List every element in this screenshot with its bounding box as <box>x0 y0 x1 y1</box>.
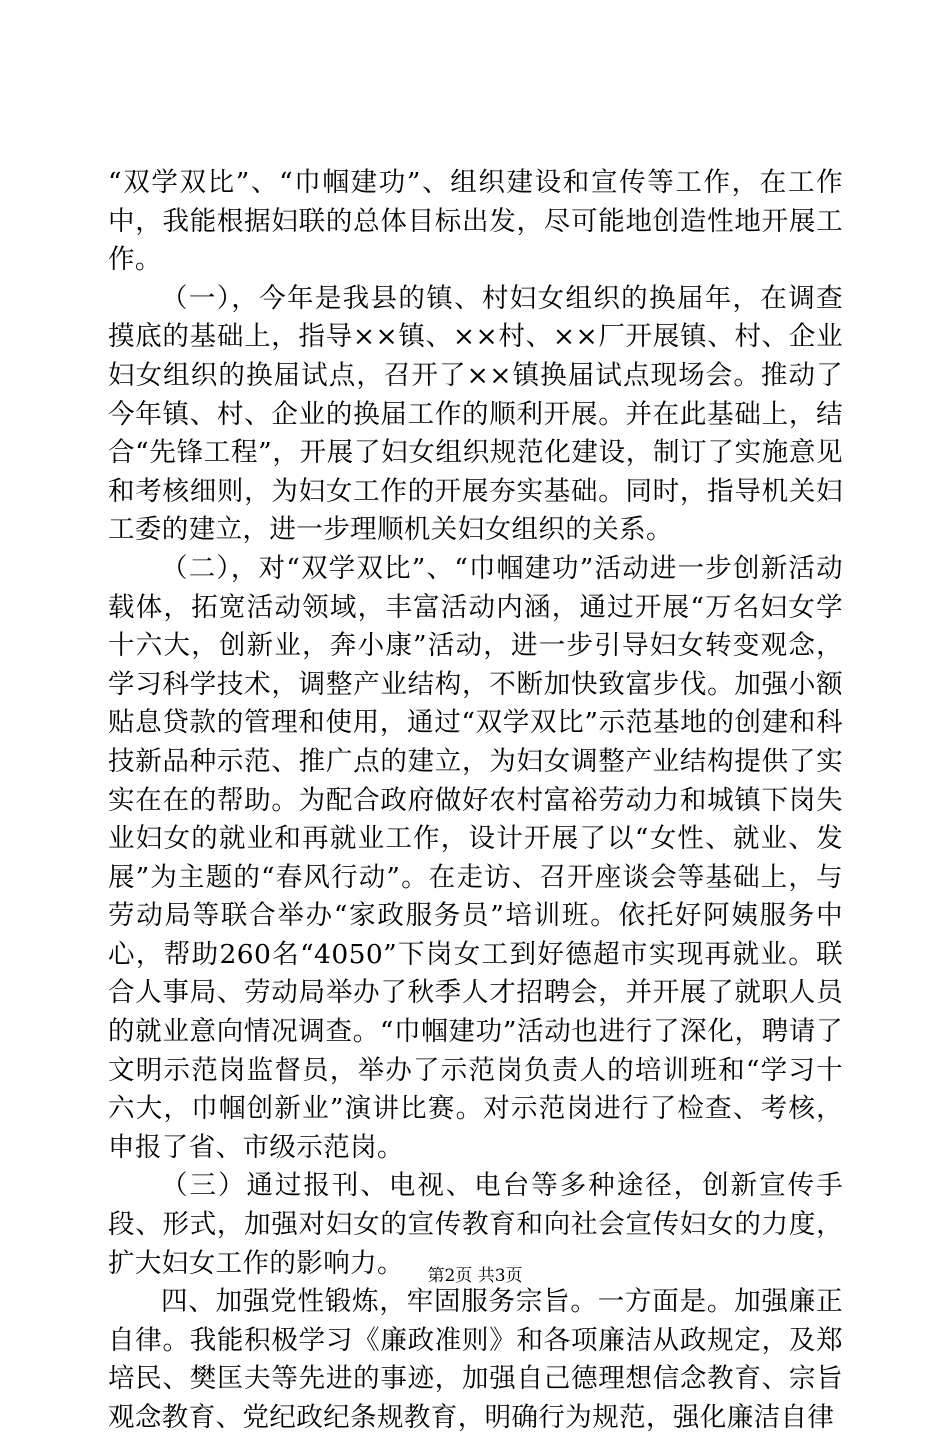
paragraph-4: （三）通过报刊、电视、电台等多种途径，创新宣传手段、形式，加强对妇女的宣传教育和向社会宣传妇女的力度，扩大妇女工作的影响力。 <box>108 1170 843 1279</box>
paragraph-1: “双学双比”、“巾帼建功”、组织建设和宣传等工作，在工作中，我能根据妇联的总体目标出发，尽可能地创造性地开展工作。 <box>108 167 843 276</box>
page-number-footer: 第2页 共3页 <box>427 1266 523 1286</box>
document-body <box>108 164 843 1438</box>
paragraph-3: （二），对“双学双比”、“巾帼建功”活动进一步创新活动载体，拓宽活动领域，丰富活动内涵，通过开展“万名妇女学十六大，创新业，奔小康”活动，进一步引导妇女转变观念，学习科学技术，调整产业结构，不断加快致富步伐。加强小额贴息贷款的管理和使用，通过“双学双比”示范基地的创建和科技新品种示范、推广点的建立，为妇女调整产业结构提供了实实在在的帮助。为配合政府做好农村富裕劳动力和城镇下岗失业妇女的就业和再就业工作，设计开展了以“女性、就业、发展”为主题的“春风行动”。在走访、召开座谈会等基础上，与劳动局等联合举办“家政服务员”培训班。依托好阿姨服务中心，帮助260名“4050”下岗女工到好德超市实现再就业。联合人事局、劳动局举办了秋季人才招聘会，并开展了就职人员的就业意向情况调查。“巾帼建功”活动也进行了深化，聘请了文明示范岗监督员，举办了示范岗负责人的培训班和“学习十六大，巾帼创新业”演讲比赛。对示范岗进行了检查、考核，申报了省、市级示范岗。 <box>108 552 843 1163</box>
paragraph-2: （一），今年是我县的镇、村妇女组织的换届年，在调查摸底的基础上，指导××镇、××村、××厂开展镇、村、企业妇女组织的换届试点，召开了××镇换届试点现场会。推动了今年镇、村、企业的换届工作的顺利开展。并在此基础上，结合“先锋工程”，开展了妇女组织规范化建设，制订了实施意见和考核细则，为妇女工作的开展夯实基础。同时，指导机关妇工委的建立，进一步理顺机关妇女组织的关系。 <box>108 282 843 546</box>
paragraph-5: 四、加强党性锻炼，牢固服务宗旨。一方面是。加强廉正自律。我能积极学习《廉政准则》和各项廉洁从政规定，及郑培民、樊匡夫等先进的事迹，加强自己德理想信念教育、宗旨观念教育、党纪政纪条规教育，明确行为规范，强化廉洁自律 <box>108 1286 843 1433</box>
